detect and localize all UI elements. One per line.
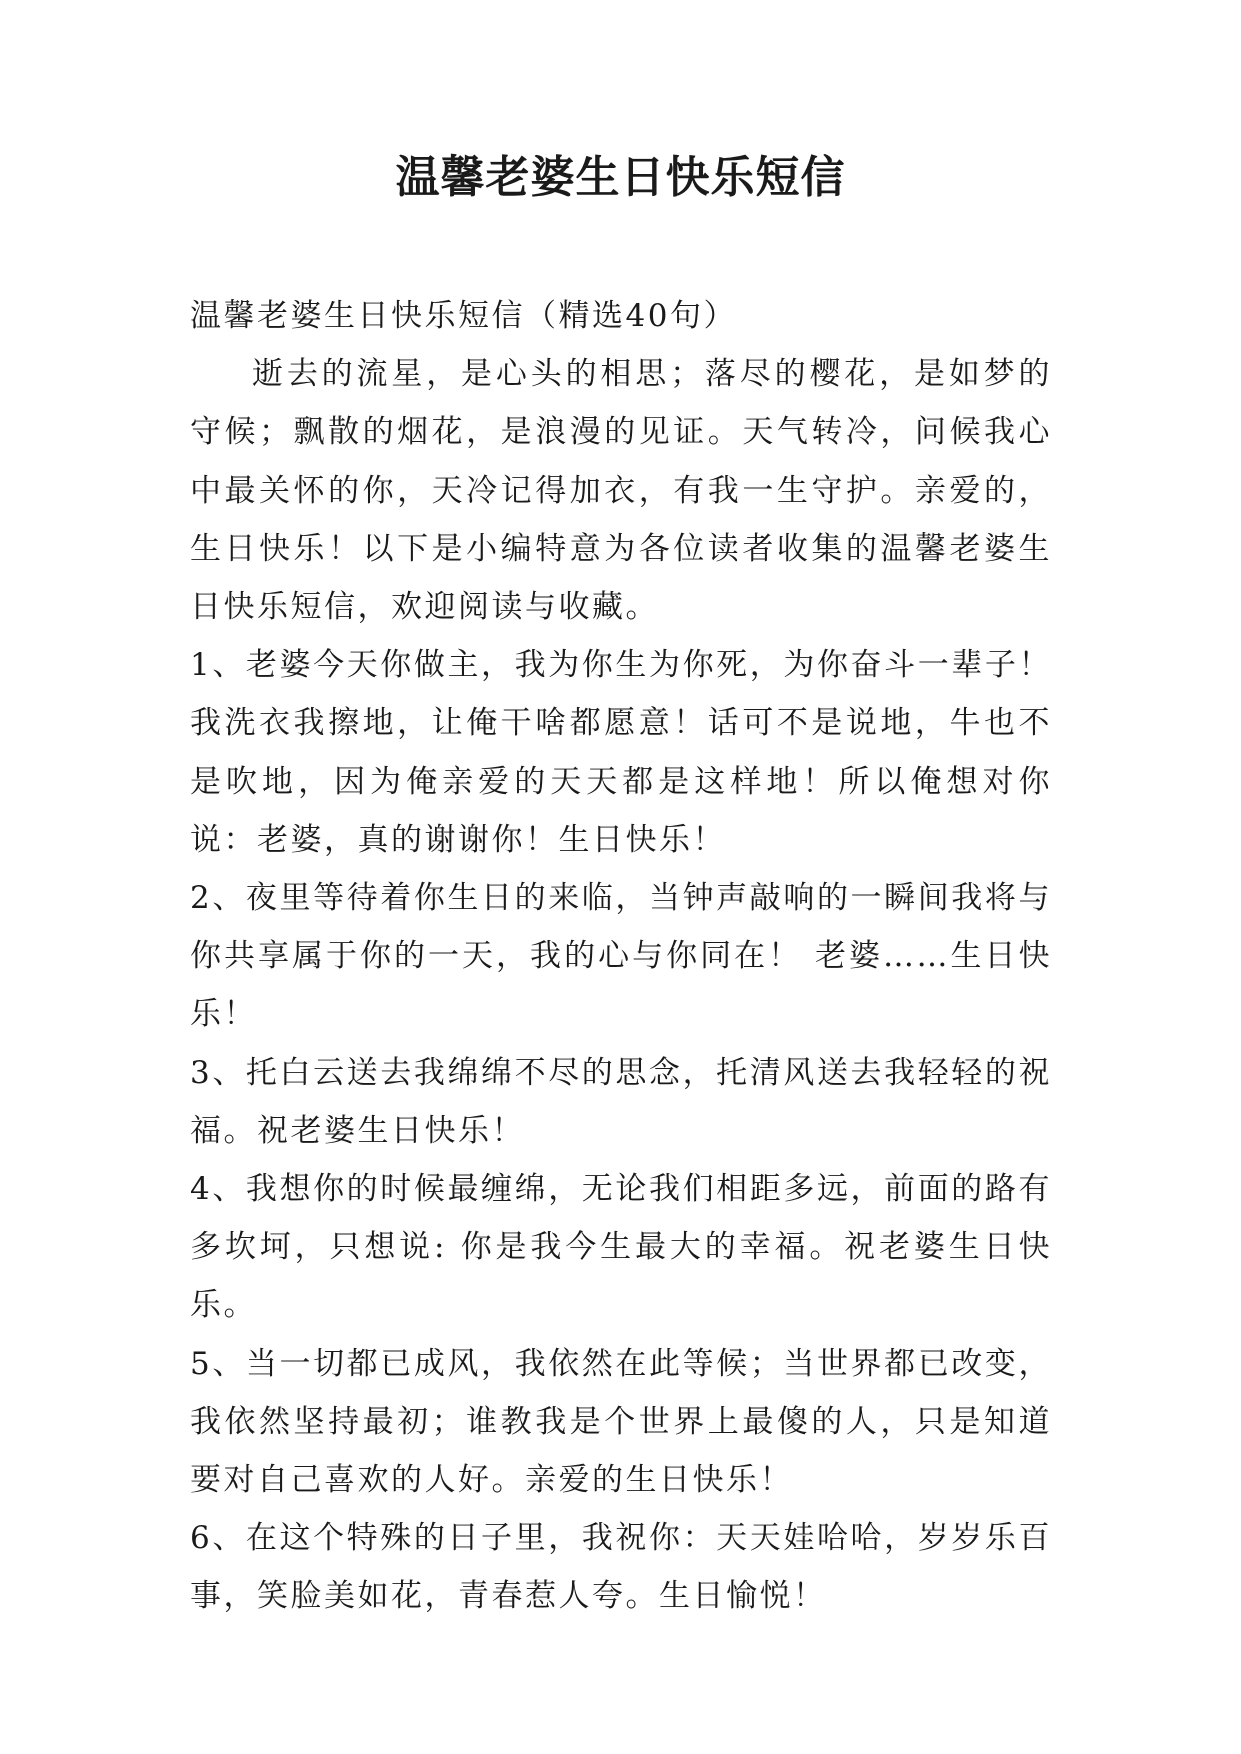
message-item: 2、夜里等待着你生日的来临，当钟声敲响的一瞬间我将与你共享属于你的一天，我的心与你同在！ 老婆……生日快乐！	[190, 880, 1052, 1033]
message-item: 3、托白云送去我绵绵不尽的思念，托清风送去我轻轻的祝福。祝老婆生日快乐！	[190, 1054, 1052, 1149]
message-item: 4、我想你的时候最缠绵，无论我们相距多远，前面的路有多坎坷，只想说: 你是我今生最大的幸福。祝老婆生日快乐。	[190, 1171, 1052, 1324]
message-item: 5、当一切都已成风，我依然在此等候；当世界都已改变，我依然坚持最初；谁教我是个世界上最傻的人，只是知道要对自己喜欢的人好。亲爱的生日快乐！	[190, 1345, 1052, 1499]
document-subtitle: 温馨老婆生日快乐短信（精选40句）	[190, 298, 737, 334]
message-item: 6、在这个特殊的日子里，我祝你：天天娃哈哈，岁岁乐百事，笑脸美如花，青春惹人夸。生日愉悦！	[190, 1520, 1052, 1615]
message-item: 1、老婆今天你做主，我为你生为你死，为你奋斗一辈子！我洗衣我擦地，让俺干啥都愿意！话可不是说地，牛也不是吹地，因为俺亲爱的天天都是这样地！所以俺想对你说：老婆，真的谢谢你！生日快乐！	[190, 647, 1052, 858]
document-body	[190, 287, 1052, 1626]
document-title: 温馨老婆生日快乐短信	[395, 152, 846, 203]
intro-paragraph: 逝去的流星，是心头的相思；落尽的樱花，是如梦的守候；飘散的烟花，是浪漫的见证。天气转冷，问候我心中最关怀的你，天冷记得加衣，有我一生守护。亲爱的，生日快乐！以下是小编特意为各位读者收集的温馨老婆生日快乐短信，欢迎阅读与收藏。	[190, 356, 1052, 626]
